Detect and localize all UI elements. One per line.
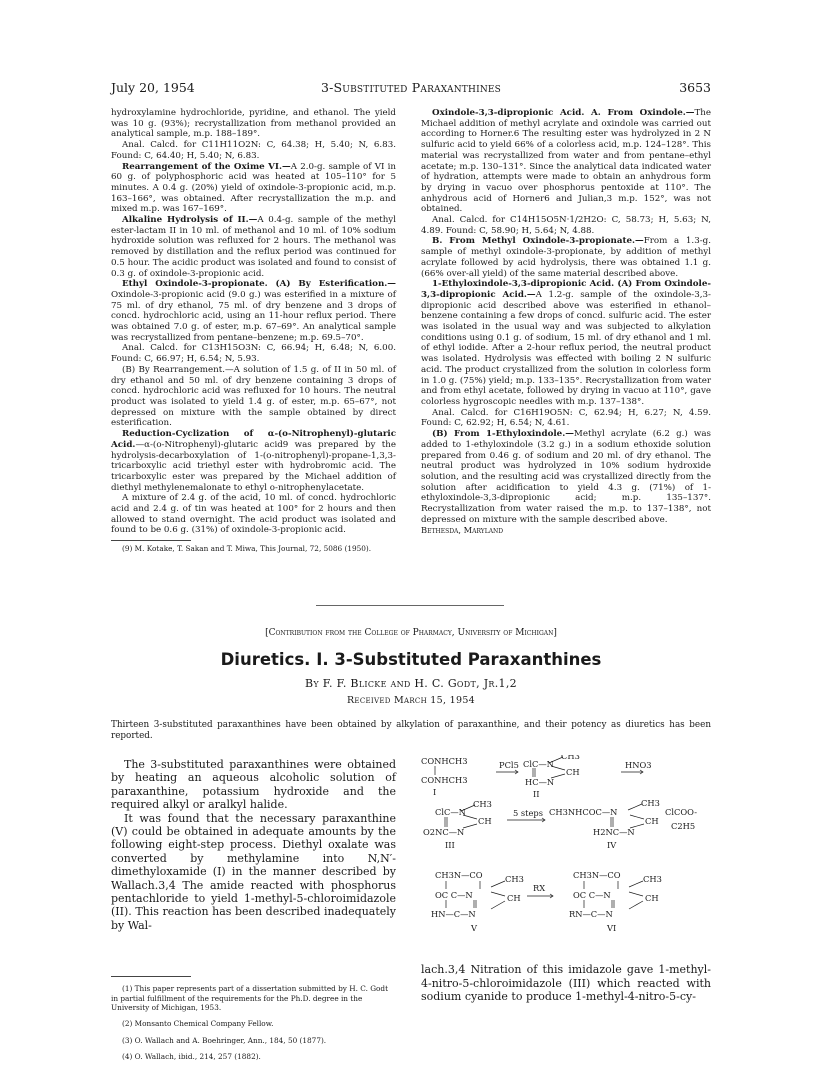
authors-line: By F. F. Blicke and H. C. Godt, Jr.1,2	[305, 677, 517, 690]
received-date: Received March 15, 1954	[346, 695, 476, 706]
issue-date: July 20, 1954	[111, 80, 195, 95]
compound-iv-fragment: H2NC—N	[593, 827, 635, 837]
compound-ii-fragment: ClC—N	[523, 759, 554, 769]
compound-iii-methyl: CH3	[473, 799, 492, 809]
paragraph-text: A 1.2-g. sample of the oxindole-3,3-dipropionic acid described above was esterified in ethanol–benzene containing a few drops of concd. sulfuric acid. The ester was isolated in the usual way and was subjected to alkylation conditions using 0.1 g. of sodium, 15 ml. of dry ethanol and 1 ml. of ethyl iodide. After a 2-hour reflux period, the neutral product was isolated. Hydrolysis was effected with boiling 2 N sulfuric acid. The product crystallized from the solution in colorless form in 1.0 g. (75%) yield; m.p. 133–135°. Recrystallization from water and from ethyl acetate, followed by drying in vacuo at 110°, gave colorless hygroscopic needles with m.p. 137–138°.	[421, 289, 711, 407]
section-heading: Ethyl Oxindole-3-propionate. (A) By Esterification.—	[122, 279, 396, 290]
article-title: Diuretics. I. 3-Substituted Paraxanthines	[220, 650, 602, 669]
compound-v-fragment: OC C—N	[435, 890, 473, 900]
compound-ii-fragment: HC—N	[525, 777, 555, 787]
paragraph-text: Oxindole-3-propionic acid (9.0 g.) was esterified in a mixture of 75 ml. of dry ethanol, 75 ml. of dry benzene and 3 drops of concd. hydrochloric acid, using an 11-hour reflux period. There was obtained 7.0 g. of ester, m.p. 67–69°. An analytical sample was recrystallized from pentane–benzene; m.p. 69.5–70°.	[111, 289, 396, 343]
footnote: (1) This paper represents part of a dissertation submitted by H. C. Godt in partial fulfillment of the requirements for the Ph.D. degree in the University of Michigan, 1953.	[111, 984, 389, 1012]
section-heading: (B) From 1-Ethyloxindole.—	[432, 429, 574, 440]
compound-i-top: CONHCH3	[421, 756, 468, 766]
compound-ii-methyl: CH3	[561, 755, 580, 761]
reagent-label: 5 steps	[513, 808, 543, 818]
footnote: (9) M. Kotake, T. Sakan and T. Miwa, This Journal, 72, 5086 (1950).	[122, 544, 372, 554]
section-heading: Oxindole-3,3-dipropionic Acid. A. From Oxindole.—	[432, 108, 695, 118]
paragraph-text: The Michael addition of methyl acrylate and oxindole was carried out according to Horner.6 The resulting ester was hydrolyzed in 2 N sulfuric acid to yield 66% of a colorless acid, m.p. 124–128°. This material was recrystallized from water and from pentane–ethyl acetate; m.p. 130–131°. Since the analytical data indicated water of hydration, attempts were made to obtain an anhydrous form by drying in vacuo over phosphorus pentoxide at 110°. The anhydrous acid of Horner6 and Julian,3 m.p. 152°, was not obtained.	[421, 108, 711, 215]
compound-vi-fragment: RN—C—N	[569, 909, 613, 919]
paragraph: The 3-substituted paraxanthines were obtained by heating an aqueous alcoholic solution of paraxanthine, potassium hydroxide and the required alkyl or aralkyl halide.	[111, 758, 396, 812]
paragraph: It was found that the necessary paraxanthine (V) could be obtained in adequate amounts by the following eight-step process. Diethyl oxalate was converted by methylamine into N,N′-dimethyloxamide (I) in the manner described by Wallach.3,4 The amide reacted with phosphorus pentachloride to yield 1-methyl-5-chloroimidazole (II). This reaction has been described inadequately by Wal-	[111, 811, 396, 932]
compound-label: III	[445, 840, 455, 850]
compound-label: I	[433, 787, 437, 797]
paragraph	[111, 429, 396, 493]
compound-vi-ch: CH	[645, 893, 659, 903]
analysis-paragraph: Anal. Calcd. for C16H19O5N: C, 62.94; H, 6.27; N, 4.59. Found: C, 62.92; H, 6.54; N, 4.61.	[421, 407, 711, 429]
compound-iv-fragment: CH3NHCOC—N	[549, 807, 618, 817]
paragraph	[111, 279, 396, 343]
paragraph-text: A 2.0-g. sample of VI in 60 g. of polyphosphoric acid was heated at 105–110° for 5 minutes. A 0.4 g. (20%) yield of oxindole-3-propionic acid, m.p. 163–166°, was obtained. After recrystallization the m.p. and mixed m.p. was 167–169°.	[111, 161, 396, 215]
article-footnotes	[111, 972, 396, 1069]
article-divider	[316, 605, 504, 606]
right-column	[421, 108, 711, 536]
compound-label: VI	[607, 923, 617, 933]
abstract: Thirteen 3-substituted paraxanthines have been obtained by alkylation of paraxanthine, and their potency as diuretics has been reported.	[111, 720, 711, 741]
paragraph: hydroxylamine hydrochloride, pyridine, and ethanol. The yield was 10 g. (93%); recrystallization from methanol provided an analytical sample, m.p. 188–189°.	[111, 108, 396, 140]
contribution-line: [Contribution from the College of Pharmacy, University of Michigan]	[265, 628, 557, 638]
footnote: (2) Monsanto Chemical Company Fellow.	[122, 1019, 274, 1029]
analysis-paragraph: Anal. Calcd. for C11H11O2N: C, 64.38; H, 5.40; N, 6.83. Found: C, 64.40; H, 5.40; N, 6.83.	[111, 140, 396, 161]
section-heading: Rearrangement of the Oxime VI.—	[122, 161, 291, 172]
running-head	[111, 80, 711, 96]
compound-v-fragment: HN—C—N	[431, 909, 476, 919]
compound-i-bottom: CONHCH3	[421, 775, 468, 785]
paragraph: lach.3,4 Nitration of this imidazole gave 1-methyl-4-nitro-5-chloroimidazole (III) which reacted with sodium cyanide to produce 1-methyl-4-nitro-5-cy-	[421, 963, 711, 1004]
paragraph-text: —α-(o-Nitrophenyl)-glutaric acid9 was prepared by the hydrolysis-decarboxylation of 1-(o-nitrophenyl)-propane-1,3,3-tricarboxylic acid triethyl ester with hydrobromic acid. The tricarboxylic ester was prepared by the Michael addition of diethyl methylenemalonate to ethyl o-nitrophenylacetate.	[111, 439, 396, 493]
compound-iii-fragment: ClC—N	[435, 807, 466, 817]
page-number: 3653	[679, 80, 711, 95]
compound-vi-fragment: CH3N—CO	[573, 870, 621, 880]
paragraph	[111, 162, 396, 216]
footnote: (4) O. Wallach, ibid., 214, 257 (1882).	[122, 1052, 261, 1062]
compound-iv-methyl: CH3	[641, 798, 660, 808]
analysis-paragraph: Anal. Calcd. for C13H15O3N: C, 66.94; H, 6.48; N, 6.00. Found: C, 66.97; H, 6.54; N, 5.93.	[111, 343, 396, 365]
compound-iv-ch: CH	[645, 816, 659, 826]
reaction-scheme	[421, 755, 711, 960]
reagent-label: HNO3	[625, 760, 652, 770]
section-heading: Reduction-Cyclization of α-(o-Nitrophenyl)-glutaric Acid.	[111, 429, 396, 450]
compound-label: IV	[607, 840, 617, 850]
reagent-label: PCl5	[499, 760, 519, 770]
reagent-label: ClCOO-	[665, 807, 698, 817]
compound-iii-ch: CH	[478, 816, 492, 826]
compound-vi-fragment: OC C—N	[573, 890, 611, 900]
reagent-label: C2H5	[671, 821, 696, 831]
section-heading: B. From Methyl Oxindole-3-propionate.—	[432, 236, 644, 247]
paragraph	[421, 429, 711, 525]
paragraph-text: A 0.4-g. sample of the methyl ester-lactam II in 10 ml. of methanol and 10 ml. of 10% sodium hydroxide solution was refluxed for 2 hours. The methanol was removed by distillation and the reflux period was continued for 0.5 hour. The acidic product was isolated and found to consist of 0.3 g. of oxindole-3-propionic acid.	[111, 215, 396, 279]
left-column	[111, 108, 396, 553]
section-heading: 1-Ethyloxindole-3,3-dipropionic Acid. (A) From Oxindole-3,3-dipropionic Acid.—	[421, 279, 711, 300]
paragraph	[421, 108, 711, 215]
paragraph	[111, 215, 396, 279]
section-heading: Alkaline Hydrolysis of II.—	[122, 215, 258, 226]
compound-label: V	[471, 923, 477, 933]
compound-v-fragment: CH3N—CO	[435, 870, 483, 880]
compound-vi-methyl: CH3	[643, 874, 662, 884]
running-title: 3-Substituted Paraxanthines	[320, 80, 502, 95]
compound-ii-ch: CH	[566, 767, 580, 777]
article-body-right	[421, 963, 711, 1004]
compound-v-methyl: CH3	[505, 874, 524, 884]
analysis-paragraph: Anal. Calcd. for C14H15O5N·1/2H2O: C, 58.73; H, 5.63; N, 4.89. Found: C, 58.90; H, 5.64; N, 4.88.	[421, 215, 711, 236]
paragraph	[421, 279, 711, 407]
reaction-scheme-svg	[421, 755, 711, 960]
paragraph-text: Methyl acrylate (6.2 g.) was added to 1-ethyloxindole (3.2 g.) in a sodium ethoxide solution prepared from 0.46 g. of sodium and 20 ml. of dry ethanol. The neutral product was hydrolyzed in 10% sodium hydroxide solution, and the resulting acid was crystallized directly from the solution after acidification to yield 4.3 g. (71%) of 1-ethyloxindole-3,3-dipropionic acid; m.p. 135–137°. Recrystallization from water raised the m.p. to 137–138°, not depressed on mixture with the sample described above.	[421, 429, 712, 525]
footnote-divider	[111, 540, 191, 541]
paragraph-text: From a 1.3-g. sample of methyl oxindole-3-propionate, by addition of methyl acrylate followed by acid hydrolysis, there was obtained 1.1 g. (66% over-all yield) of the same material described above.	[421, 236, 711, 279]
paragraph: (B) By Rearrangement.—A solution of 1.5 g. of II in 50 ml. of dry ethanol and 50 ml. of dry benzene containing 3 drops of concd. hydrochloric acid was refluxed for 10 hours. The neutral product was isolated to yield 1.4 g. of ester, m.p. 65–67°, not depressed on mixture with the sample obtained by direct esterification.	[111, 364, 396, 429]
location-signature: Bethesda, Maryland	[421, 525, 504, 536]
compound-iii-fragment: O2NC—N	[423, 827, 465, 837]
compound-v-ch: CH	[507, 893, 521, 903]
footnote: (3) O. Wallach and A. Boehringer, Ann., 184, 50 (1877).	[122, 1035, 327, 1045]
article-body-left	[111, 758, 396, 932]
compound-label: II	[533, 789, 540, 799]
paragraph	[421, 236, 711, 279]
paragraph: A mixture of 2.4 g. of the acid, 10 ml. of concd. hydrochloric acid and 2.4 g. of tin was heated at 100° for 2 hours and then allowed to stand overnight. The acid product was isolated and found to be 0.6 g. (31%) of oxindole-3-propionic acid.	[111, 493, 396, 536]
reagent-label: RX	[533, 883, 546, 893]
footnote-divider	[111, 976, 191, 977]
